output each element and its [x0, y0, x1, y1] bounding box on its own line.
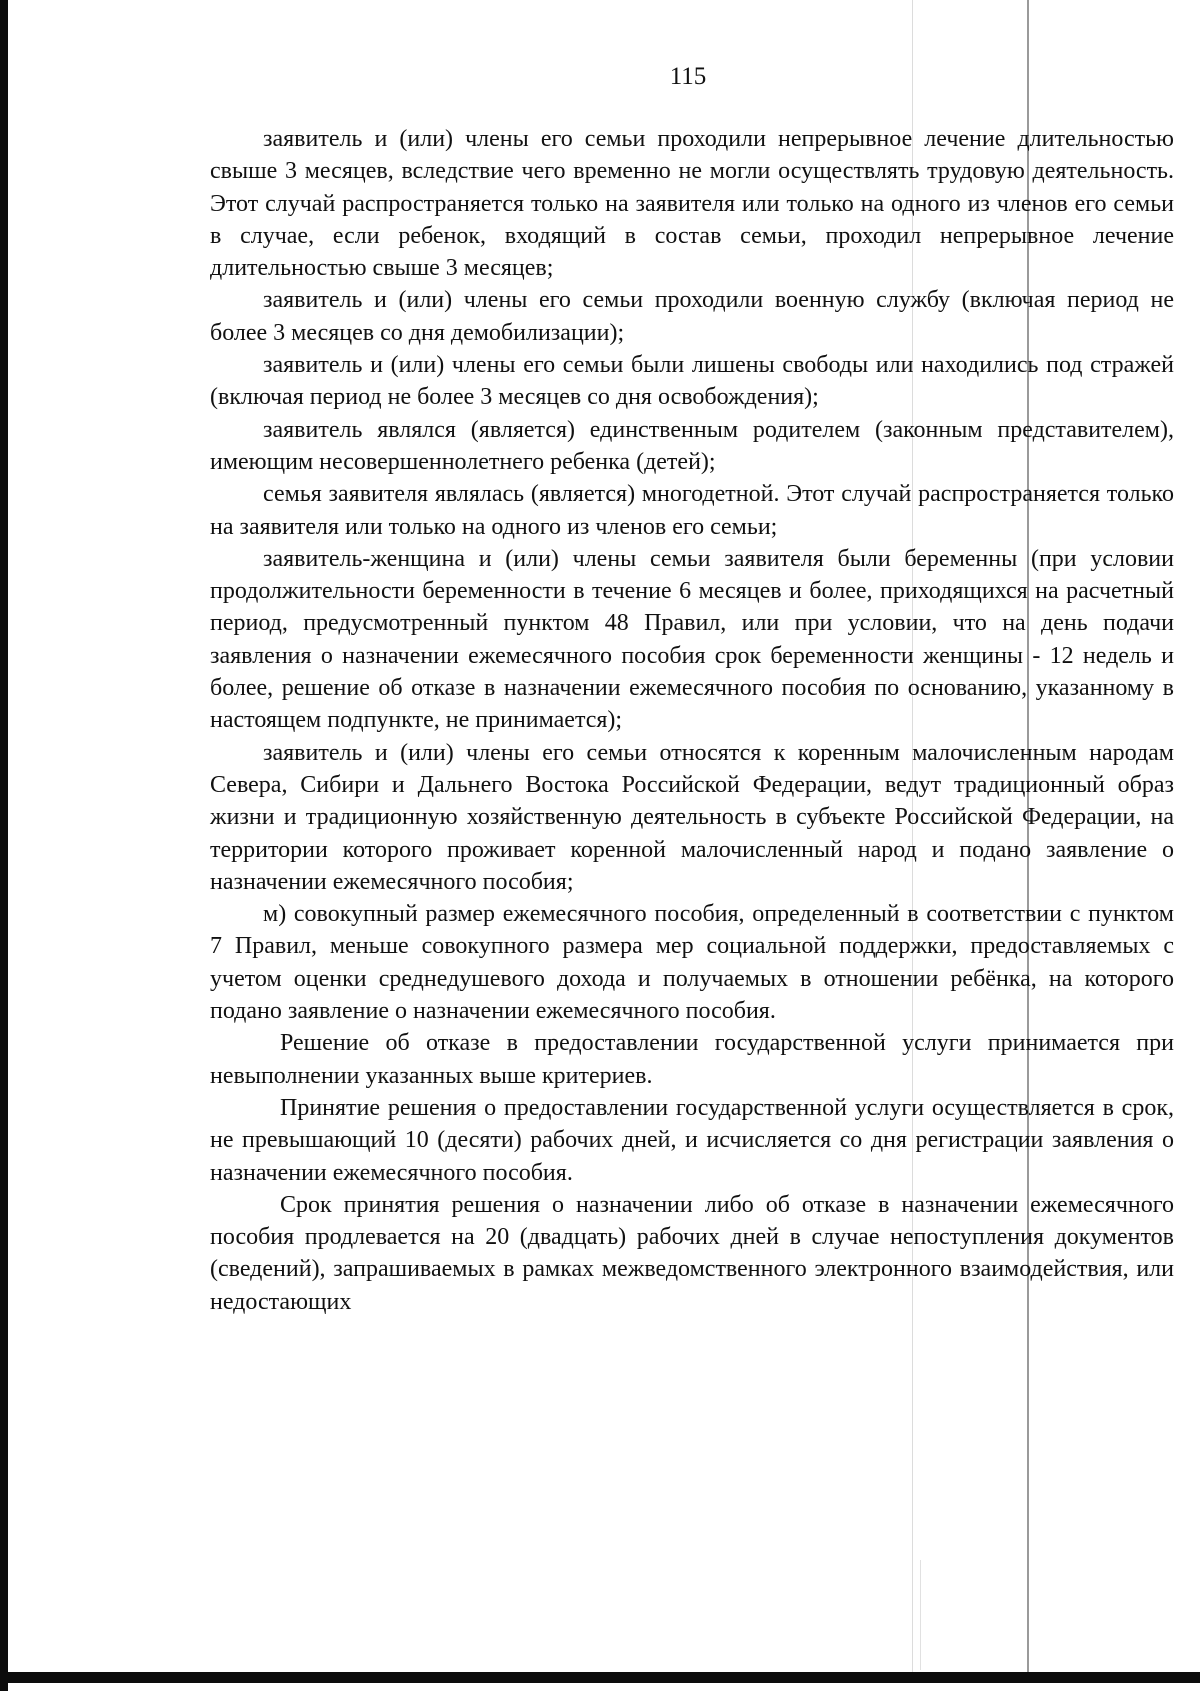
paragraph-single-parent: заявитель являлся (является) единственным родителем (законным представителем), имеющим несовершеннолетнего ребенка (детей);	[210, 416, 1174, 475]
scan-border-bottom	[0, 1672, 1200, 1683]
paragraph-military-service: заявитель и (или) члены его семьи проходили военную службу (включая период не более 3 месяцев со дня демобилизации);	[210, 287, 1174, 346]
paragraph-decision-term: Принятие решения о предоставлении государственной услуги осуществляется в срок, не превышающий 10 (десяти) рабочих дней, и исчисляется со дня регистрации заявления о назначении ежемесячного пособия.	[210, 1094, 1174, 1186]
paragraph-pregnancy: заявитель-женщина и (или) члены семьи заявителя были беременны (при условии продолжительности беременности в течение 6 месяцев и более, приходящихся на расчетный период, предусмотренный пунктом 48 Правил, или при условии, что на день подачи заявления о назначении ежемесячного пособия срок беременности женщины - 12 недель и более, решение об отказе в назначении ежемесячного пособия по основанию, указанному в настоящем подпункте, не принимается);	[210, 545, 1174, 734]
paragraph-treatment: заявитель и (или) члены его семьи проходили непрерывное лечение длительностью свыше 3 месяцев, вследствие чего временно не могли осуществлять трудовую деятельность. Этот случай распространяется только на заявителя или только на одного из членов его семьи в случае, если ребенок, входящий в состав семьи, проходил непрерывное лечение длительностью свыше 3 месяцев;	[210, 126, 1174, 282]
paragraph-imprisonment: заявитель и (или) члены его семьи были лишены свободы или находились под стражей (включая период не более 3 месяцев со дня освобождения);	[210, 352, 1174, 411]
paragraph-indigenous-peoples: заявитель и (или) члены его семьи относятся к коренным малочисленным народам Севера, Сибири и Дальнего Востока Российской Федерации, ведут традиционный образ жизни и традиционную хозяйственную деятельность в субъекте Российской Федерации, на территории которого проживает коренной малочисленный народ и подано заявление о назначении ежемесячного пособия;	[210, 739, 1174, 895]
scan-border-left	[0, 0, 8, 1691]
paragraph-item-m: м) совокупный размер ежемесячного пособия, определенный в соответствии с пунктом 7 Правил, меньше совокупного размера мер социальной поддержки, предоставляемых с учетом оценки среднедушевого дохода и получаемых в отношении ребёнка, на которого подано заявление о назначении ежемесячного пособия.	[210, 901, 1174, 1025]
document-body	[210, 123, 1174, 1318]
paragraph-large-family: семья заявителя являлась (является) многодетной. Этот случай распространяется только на заявителя или только на одного из членов его семьи;	[210, 481, 1174, 540]
page-number: 115	[669, 63, 707, 90]
paragraph-refusal-decision: Решение об отказе в предоставлении государственной услуги принимается при невыполнении указанных выше критериев.	[210, 1030, 1174, 1089]
scan-fold-line	[920, 1560, 921, 1670]
paragraph-term-extension: Срок принятия решения о назначении либо об отказе в назначении ежемесячного пособия продлевается на 20 (двадцать) рабочих дней в случае непоступления документов (сведений), запрашиваемых в рамках межведомственного электронного взаимодействия, или недостающих	[210, 1191, 1174, 1315]
